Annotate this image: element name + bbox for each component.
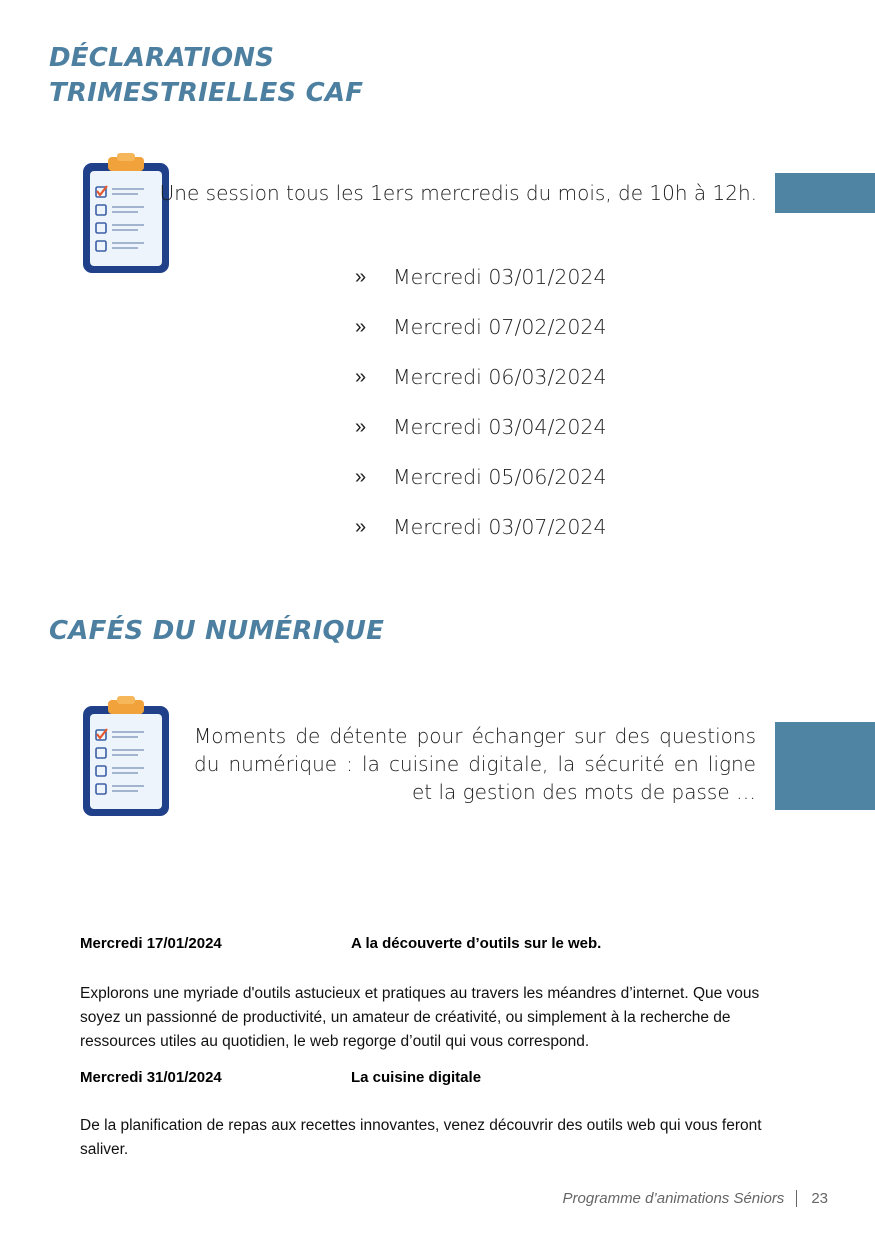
- accent-bar: [775, 173, 875, 213]
- event-date: Mercredi 31/01/2024: [80, 1069, 222, 1086]
- event-description: De la planification de repas aux recettes innovantes, venez découvrir des outils web qui vous feront saliver.: [80, 1117, 762, 1158]
- date-text: Mercredi 07/02/2024: [393, 315, 607, 339]
- event-title: La cuisine digitale: [351, 1069, 482, 1086]
- bullet-glyph: »: [355, 315, 367, 338]
- footer-divider: [796, 1190, 797, 1207]
- intro-paragraph: Moments de détente pour échanger sur des questions du numérique : la cuisine digitale, la sécurité en ligne et la gestion des mots de passe …: [194, 724, 756, 804]
- bullet-glyph: »: [355, 465, 367, 488]
- page-number: 23: [811, 1190, 828, 1207]
- date-text: Mercredi 05/06/2024: [393, 465, 607, 489]
- date-text: Mercredi 06/03/2024: [393, 365, 607, 389]
- date-list-item: [355, 352, 607, 402]
- date-list-item: [355, 502, 607, 552]
- page-footer: [563, 1190, 828, 1207]
- date-list: [355, 252, 607, 552]
- date-text: Mercredi 03/01/2024: [393, 265, 607, 289]
- session-info: Une session tous les 1ers mercredis du mois, de 10h à 12h.: [159, 181, 757, 205]
- date-list-item: [355, 252, 607, 302]
- footer-title: Programme d’animations Séniors: [562, 1190, 785, 1207]
- date-text: Mercredi 03/04/2024: [393, 415, 607, 439]
- section-title-caf: [49, 41, 363, 111]
- date-list-item: [355, 452, 607, 502]
- title-line: CAFÉS DU NUMÉRIQUE: [49, 616, 385, 646]
- title-line-1: DÉCLARATIONS: [49, 43, 275, 73]
- title-line-2: TRIMESTRIELLES CAF: [49, 78, 364, 108]
- date-text: Mercredi 03/07/2024: [393, 515, 607, 539]
- accent-bar: [775, 722, 875, 810]
- clipboard-checklist-icon: [80, 696, 172, 818]
- event-date: Mercredi 17/01/2024: [80, 935, 222, 952]
- bullet-glyph: »: [355, 265, 367, 288]
- event-description: Explorons une myriade d'outils astucieux et pratiques au travers les méandres d’internet. Que vous soyez un passionné de productivité, un amateur de créativité, ou simplement à la recherche de ressources utiles au quotidien, le web regorge d’outil qui vous correspond.: [80, 985, 760, 1050]
- bullet-glyph: »: [355, 365, 367, 388]
- section-title-cafes: [49, 614, 384, 649]
- bullet-glyph: »: [355, 415, 367, 438]
- bullet-glyph: »: [355, 515, 367, 538]
- clipboard-checklist-icon: [80, 153, 172, 275]
- date-list-item: [355, 402, 607, 452]
- event-title: A la découverte d’outils sur le web.: [351, 935, 602, 952]
- date-list-item: [355, 302, 607, 352]
